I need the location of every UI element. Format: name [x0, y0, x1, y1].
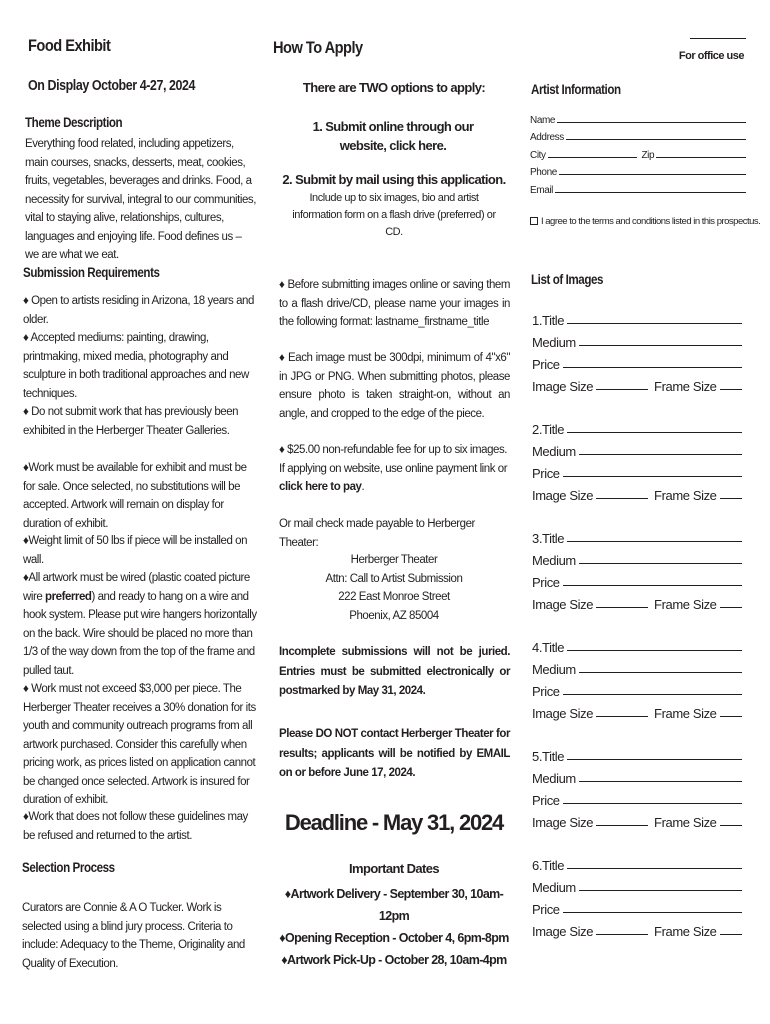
image-price-field[interactable]: Price — [532, 459, 742, 481]
image-entry — [532, 851, 742, 960]
image-entry — [532, 633, 742, 742]
image-price-field[interactable]: Price — [532, 568, 742, 590]
mailing-address — [278, 551, 510, 625]
image-medium-field[interactable]: Medium — [532, 655, 742, 677]
selection-text: Curators are Connie & A O Tucker. Work is selected using a blind jury process. Criteria to include: Adequacy to the Theme, Originality and Quality of Execution. — [22, 902, 245, 970]
instruction-fee: ♦ $25.00 non-refundable fee for up to six images. If applying on website, use online payment link or click here to pay. — [279, 444, 508, 493]
image-size-field[interactable]: Image Size Frame Size — [532, 590, 742, 612]
image-list — [532, 306, 742, 960]
requirement-3: ♦ Do not submit work that has previously been exhibited in the Herberger Theater Galleries. — [23, 406, 239, 437]
contact-note: Please DO NOT contact Herberger Theater for results; applicants will be notified by EMAIL on or before June 17, 2024. — [279, 728, 510, 779]
requirement-1: ♦ Open to artists residing in Arizona, 18 years and older. — [23, 295, 254, 326]
image-title-field[interactable]: 6.Title — [532, 851, 742, 873]
image-medium-field[interactable]: Medium — [532, 764, 742, 786]
date-artwork-delivery: ♦Artwork Delivery - September 30, 10am-12pm — [284, 887, 504, 923]
options-heading: There are TWO options to apply: — [302, 80, 486, 95]
requirement-4: ♦Work must be available for exhibit and must be for sale. Once selected, no substitutions will be accepted. Artwork will remain on display for duration of exhibit. — [23, 462, 247, 530]
requirement-7: ♦ Work must not exceed $3,000 per piece. The Herberger Theater receives a 30% donation for its youth and community outreach programs from all artwork purchased. Consider this carefully when pricing work, as prices listed on application cannot be changed once selected. Artwork is insured for duration of exhibit. — [23, 683, 256, 806]
email-field[interactable]: Email — [530, 178, 746, 196]
image-medium-field[interactable]: Medium — [532, 546, 742, 568]
image-size-field[interactable]: Image Size Frame Size — [532, 699, 742, 721]
important-dates-heading: Important Dates — [349, 861, 439, 876]
image-title-field[interactable]: 4.Title — [532, 633, 742, 655]
requirement-2: ♦ Accepted mediums: painting, drawing, printmaking, mixed media, photography and sculpture in both traditional approaches and new techniques. — [23, 332, 249, 400]
phone-field[interactable]: Phone — [530, 161, 746, 179]
image-price-field[interactable]: Price — [532, 895, 742, 917]
image-medium-field[interactable]: Medium — [532, 873, 742, 895]
option-1-online[interactable]: 1. Submit online through our website, click here. — [312, 119, 474, 153]
address-line-2: Attn: Call to Artist Submission — [325, 572, 463, 585]
requirement-8: ♦Work that does not follow these guidelines may be refused and returned to the artist. — [23, 811, 248, 842]
list-of-images-heading: List of Images — [531, 272, 604, 287]
image-price-field[interactable]: Price — [532, 786, 742, 808]
how-to-apply-title: How To Apply — [273, 38, 363, 57]
incomplete-submissions-note: Incomplete submissions will not be juried. Entries must be submitted electronically or postmarked by May 31, 2024. — [279, 646, 510, 697]
image-size-field[interactable]: Image Size Frame Size — [532, 481, 742, 503]
image-size-field[interactable]: Image Size Frame Size — [532, 808, 742, 830]
image-title-field[interactable]: 5.Title — [532, 742, 742, 764]
image-size-field[interactable]: Image Size Frame Size — [532, 917, 742, 939]
requirement-5: ♦Weight limit of 50 lbs if piece will be installed on wall. — [23, 535, 248, 566]
address-line-3: 222 East Monroe Street — [338, 591, 450, 603]
image-title-field[interactable]: 3.Title — [532, 524, 742, 546]
terms-agreement[interactable]: I agree to the terms and conditions listed in this prospectus. — [530, 216, 760, 227]
image-entry — [532, 415, 742, 524]
image-price-field[interactable]: Price — [532, 677, 742, 699]
theme-heading: Theme Description — [25, 115, 123, 130]
city-zip-field[interactable]: City Zip — [530, 143, 746, 161]
instruction-image-spec: ♦ Each image must be 300dpi, minimum of 4"x6" in JPG or PNG. When submitting photos, please ensure photo is taken straight-on, without an angle, and cropped to the edge of the piece. — [279, 352, 510, 420]
instruction-naming: ♦ Before submitting images online or saving them to a flash drive/CD, please name your images in the following format: lastname_firstname_title — [279, 279, 510, 328]
theme-text: Everything food related, including appetizers, main courses, snacks, desserts, meat, cookies, fruits, vegetables, beverages and drinks. Food, a necessity for survival, integral to our communities, vital to staying alive, relationships, cultures, languages and enjoying life. Food defines us – we are what we eat. — [25, 138, 256, 261]
option-2-details: Include up to six images, bio and artist information form on a flash drive (preferred) or CD. — [292, 192, 496, 238]
image-medium-field[interactable]: Medium — [532, 437, 742, 459]
display-dates: On Display October 4-27, 2024 — [28, 78, 196, 94]
date-artwork-pickup: ♦Artwork Pick-Up - October 28, 10am-4pm — [281, 953, 507, 967]
image-size-field[interactable]: Image Size Frame Size — [532, 372, 742, 394]
date-opening-reception: ♦Opening Reception - October 4, 6pm-8pm — [279, 931, 509, 945]
image-title-field[interactable]: 2.Title — [532, 415, 742, 437]
image-entry — [532, 742, 742, 851]
image-entry — [532, 306, 742, 415]
agree-checkbox[interactable] — [530, 217, 538, 225]
mail-check-note: Or mail check made payable to Herberger Theater: — [279, 518, 475, 549]
artist-info-heading: Artist Information — [531, 82, 621, 97]
image-price-field[interactable]: Price — [532, 350, 742, 372]
address-line-4: Phoenix, AZ 85004 — [349, 609, 439, 622]
image-medium-field[interactable]: Medium — [532, 328, 742, 350]
exhibit-title: Food Exhibit — [28, 36, 111, 55]
address-field[interactable]: Address — [530, 126, 746, 144]
artist-info-form — [530, 108, 746, 196]
office-use-line — [690, 38, 746, 39]
click-here-to-pay-link[interactable]: click here to pay — [279, 481, 362, 493]
submission-heading: Submission Requirements — [23, 265, 160, 280]
selection-heading: Selection Process — [22, 860, 115, 875]
important-dates-list — [274, 883, 514, 971]
image-title-field[interactable]: 1.Title — [532, 306, 742, 328]
requirement-6: ♦All artwork must be wired (plastic coated picture wire preferred) and ready to hang on a wire and hook system. Please put wire hangers horizontally on the back. Wire should be placed no more than 1/3 of the way down from the top of the frame and pulled taut. — [23, 572, 257, 677]
address-line-1: Herberger Theater — [350, 554, 438, 566]
name-field[interactable]: Name — [530, 108, 746, 126]
option-2-mail: 2. Submit by mail using this application. — [282, 172, 506, 187]
deadline-heading: Deadline - May 31, 2024 — [284, 810, 504, 835]
image-entry — [532, 524, 742, 633]
office-use-label: For office use — [678, 50, 744, 62]
